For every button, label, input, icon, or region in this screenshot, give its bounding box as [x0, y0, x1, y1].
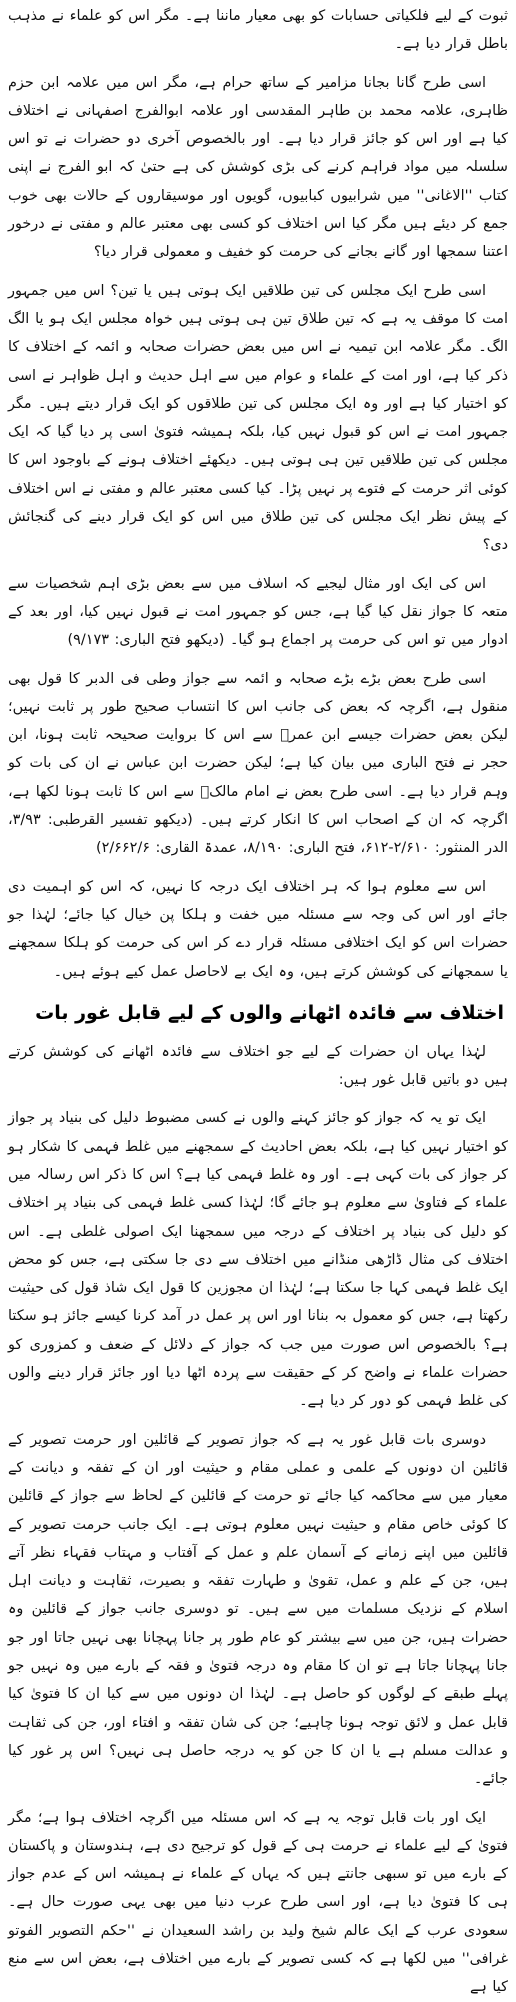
article-paragraph: ثبوت کے لیے فلکیاتی حسابات کو بھی معیار ماننا ہے۔ مگر اس کو علماء نے مذہب باطل قرار دیا ہے۔	[8, 8, 508, 53]
article-paragraph: اس کی ایک اور مثال لیجیے کہ اسلاف میں سے بعض بڑی اہم شخصیات سے متعہ کا جواز نقل کیا گیا ہے، جس کو جمہور امت نے قبول نہیں کیا، اور بعد کے ادوار میں تو اس کی حرمت پر اجماع ہو گیا۔ (دیکھو فتح الباری: ۹/۱۷۳)	[8, 575, 508, 649]
article-paragraph: دوسری بات قابل غور یہ ہے کہ جواز تصویر کے قائلین اور حرمت تصویر کے قائلین ان دونوں کے علمی و عملی مقام و حیثیت اور ان کے تفقہ و دیانت کے معیار میں سے محاکمہ کیا جائے تو حرمت کے قائلین کے لحاظ سے جواز کے قائلین کا کوئی خاص مقام و حیثیت نہیں معلوم ہوتی ہے۔ ایک جانب حرمت تصویر کے قائلین میں اپنے زمانے کے آسمان علم و عمل کے آفتاب و مہتاب فقہاء نظر آتے ہیں، جن کے علم و عمل، تقویٰ و طہارت تفقہ و بصیرت، ثقاہت و دیانت اہل اسلام کے نزدیک مسلمات میں سے ہیں۔ تو دوسری جانب جواز کے قائلین وہ حضرات ہیں، جن میں سے بیشتر کو عام طور پر جانا پہچانا بھی نہیں جاتا اور جو جانا پہچانا جاتا ہے تو ان کا مقام وہ درجہ فتویٰ و فقہ کے بارے میں وہ نہیں جو پہلے طبقے کے لوگوں کو حاصل ہے۔ لہٰذا ان دونوں میں سے کیا ان کا فتویٰ کیا قابل عمل و لائق توجہ ہونا چاہیے؛ جن کی شان تفقہ و افتاء اور، جن کی ثقاہت و عدالت مسلم ہے یا ان کا جن کو یہ درجہ حاصل ہی نہیں؟ اس پر غور کیا جائے۔	[8, 1431, 508, 1788]
article-paragraph: ایک تو یہ کہ جواز کو جائز کہنے والوں نے کسی مضبوط دلیل کی بنیاد پر جواز کو اختیار نہیں کیا ہے، بلکہ بعض احادیث کے سمجھنے میں غلط فہمی کا شکار ہو کر جواز کی بات کہی ہے۔ اور وہ غلط فہمی کیا ہے؟ اس کا ذکر اس رسالہ میں علماء کے فتاویٰ سے معلوم ہو جائے گا؛ لہٰذا کسی غلط فہمی کی بنیاد پر اختلاف کو دلیل کی بنیاد پر اختلاف کے درجہ میں سمجھنا ایک اصولی غلطی ہے۔ اس اختلاف کی مثال ڈاڑھی منڈانے میں اختلاف سے دی جا سکتی ہے، جس کو محض ایک غلط فہمی کہا جا سکتا ہے؛ لہٰذا ان مجوزین کا قول ایک شاذ قول کی حیثیت رکھتا ہے، جس کو معمول بہ بنانا اور اس پر عمل در آمد کرنا کیسے جائز ہو سکتا ہے؟ بالخصوص اس صورت میں جب کہ جواز کے دلائل کے ضعف و کمزوری کو حضرات علماء نے واضح کر کے حقیقت سے پردہ اٹھا دیا اور جائز قرار دینے والوں کی غلط فہمی کو دور کر دیا ہے۔	[8, 1110, 508, 1410]
section-heading: اختلاف سے فائدہ اٹھانے والوں کے لیے قابل غور بات	[35, 1001, 504, 1024]
article-paragraph: لہٰذا یہاں ان حضرات کے لیے جو اختلاف سے فائدہ اٹھانے کی کوشش کرتے ہیں دو باتیں قابل غور ہیں:	[8, 1043, 508, 1089]
article-paragraph: اسی طرح بعض بڑے بڑے صحابہ و ائمہ سے جواز وطی فی الدبر کا قول بھی منقول ہے، اگرچہ کہ بعض کی جانب اس کا انتساب صحیح طور پر ثابت نہیں؛ لیکن بعض حضرات جیسے ابن عمرؓ سے اس کا بروایت صحیحہ ثابت ہونا، ابن حجر نے فتح الباری میں بیان کیا ہے؛ لیکن حضرت ابن عباس نے ان کی بات کو وہم قرار دیا ہے۔ اسی طرح بعض نے امام مالکؒ سے اس کا ثابت ہونا لکھا ہے، اگرچہ کہ ان کے اصحاب اس کا انکار کرتے ہیں۔ (دیکھو تفسیر القرطبی: ۳/۹۳، الدر المنثور: ۲/۶۱۰-۶۱۲، فتح الباری: ۸/۱۹۰، عمدۃ القاری: ۲/۶۶۲/۶)	[8, 670, 508, 857]
article-paragraph: اسی طرح ایک مجلس کی تین طلاقیں ایک ہوتی ہیں یا تین؟ اس میں جمہور امت کا موقف یہ ہے کہ تین طلاق تین ہی ہوتی ہیں خواہ مجلس ایک ہو یا الگ الگ۔ مگر علامہ ابن تیمیہ نے اس میں بعض حضرات صحابہ و ائمہ کے اختلاف کا ذکر کیا ہے، اور امت کے علماء و عوام میں سے اہل حدیث و اہل ظواہر نے اسی کو اختیار کیا ہے اور وہ ایک مجلس کی تین طلاقوں کو ایک قرار دیتے ہیں۔ مگر جمہور امت نے اس کو قبول نہیں کیا، بلکہ ہمیشہ فتویٰ اسی پر دیا گیا کہ ایک مجلس کی تین طلاقیں تین ہی ہوتی ہیں۔ دیکھئے اختلاف ہونے کے باوجود اس کا کوئی اثر حرمت کے فتوے پر نہیں پڑا۔ کیا کسی معتبر عالم و مفتی نے اس اختلاف کے پیش نظر ایک مجلس کی تین طلاق میں اس کو ایک قرار دینے کی گنجائش دی؟	[8, 282, 508, 554]
article-paragraph: اس سے معلوم ہوا کہ ہر اختلاف ایک درجہ کا نہیں، کہ اس کو اہمیت دی جائے اور اس کی وجہ سے مسئلہ میں خفت و ہلکا پن خیال کیا جائے؛ لہٰذا جو حضرات اس کو ایک اختلافی مسئلہ قرار دے کر اس کی حرمت کو ہلکا سمجھنے یا سمجھانے کی کوشش کرتے ہیں، وہ ایک بے لاحاصل عمل کیے ہوئے ہیں۔	[8, 878, 508, 980]
article-paragraph: ایک اور بات قابل توجہ یہ ہے کہ اس مسئلہ میں اگرچہ اختلاف ہوا ہے؛ مگر فتویٰ کے لیے علماء نے حرمت ہی کے قول کو ترجیح دی ہے، ہندوستان و پاکستان کے بارے میں تو سبھی جانتے ہیں کہ یہاں کے علماء نے ہمیشہ اس کے عدم جواز ہی کا فتویٰ دیا ہے، اور اسی طرح عرب دنیا میں بھی یہی صورت حال ہے۔ سعودی عرب کے ایک عالم شیخ ولید بن راشد السعیدان نے ''حکم التصویر الفوتو غرافی'' میں لکھا ہے کہ کسی تصویر کے بارے میں اختلاف ہے، بعض اس سے منع کیا ہے	[8, 1809, 508, 1996]
article-paragraph: اسی طرح گانا بجانا مزامیر کے ساتھ حرام ہے، مگر اس میں علامہ ابن حزم ظاہری، علامہ محمد بن طاہر المقدسی اور علامہ ابوالفرج اصفہانی نے اختلاف کیا ہے اور اس کو جائز قرار دیا ہے۔ اور بالخصوص آخری دو حضرات نے تو اس سلسلہ میں مواد فراہم کرنے کی بڑی کوشش کی ہے حتیٰ کہ ابو الفرج نے اپنی کتاب ''الاغانی'' میں شرابیوں کبابیوں، گویوں اور موسیقاروں کے حالات بھی خوب جمع کر دیئے ہیں مگر کیا اس اختلاف کو کسی بھی معتبر عالم و مفتی نے درخور اعتنا سمجھا اور گانے بجانے کی حرمت کو خفیف و معمولی قرار دیا؟	[8, 74, 508, 261]
